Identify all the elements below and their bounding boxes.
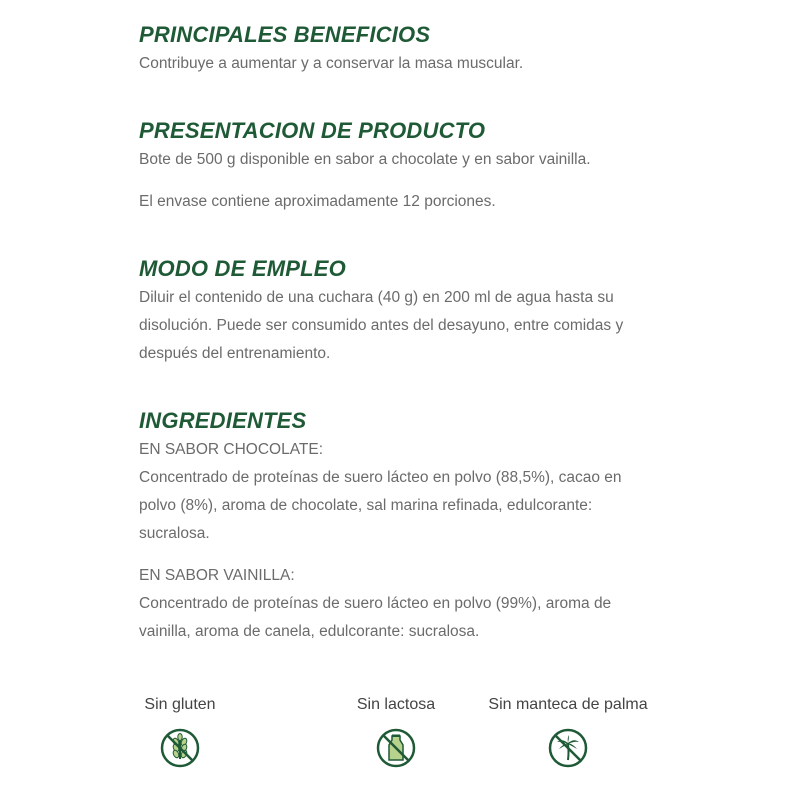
chocolate-line-2: polvo (8%), aroma de chocolate, sal marina refinada, edulcorante:	[139, 497, 593, 514]
chocolate-line-1: Concentrado de proteínas de suero lácteo en polvo (88,5%), cacao en	[139, 469, 622, 486]
usage-line-1: Diluir el contenido de una cuchara (40 g) en 200 ml de agua hasta su	[139, 289, 614, 306]
product-info	[139, 20, 679, 672]
usage-heading: MODO DE EMPLEO	[139, 256, 346, 281]
badge-label: Sin lactosa	[356, 696, 436, 713]
vanilla-heading: EN SABOR VAINILLA:	[139, 567, 295, 584]
badge-label: Sin manteca de palma	[488, 696, 648, 713]
presentation-heading: PRESENTACION DE PRODUCTO	[139, 118, 486, 143]
no-gluten-icon	[160, 728, 200, 768]
badge-no-gluten	[130, 692, 230, 768]
section-presentation	[139, 116, 679, 216]
badge-no-palm-oil	[468, 692, 668, 768]
no-palm-oil-icon	[548, 728, 588, 768]
badge-label: Sin gluten	[144, 696, 216, 713]
ingredients-heading: INGREDIENTES	[139, 408, 307, 433]
presentation-text-2: El envase contiene aproximadamente 12 porciones.	[139, 193, 496, 210]
usage-line-3: después del entrenamiento.	[139, 345, 331, 362]
badges-row	[140, 692, 680, 782]
chocolate-line-3: sucralosa.	[139, 525, 210, 542]
section-ingredients	[139, 406, 679, 646]
section-benefits	[139, 20, 679, 78]
vanilla-line-1: Concentrado de proteínas de suero lácteo en polvo (99%), aroma de	[139, 595, 612, 612]
benefits-text: Contribuye a aumentar y a conservar la masa muscular.	[139, 55, 524, 72]
vanilla-line-2: vainilla, aroma de canela, edulcorante: sucralosa.	[139, 623, 480, 640]
no-lactose-icon	[376, 728, 416, 768]
benefits-heading: PRINCIPALES BENEFICIOS	[139, 22, 431, 47]
presentation-text-1: Bote de 500 g disponible en sabor a chocolate y en sabor vainilla.	[139, 151, 591, 168]
section-usage	[139, 254, 679, 368]
badge-no-lactose	[346, 692, 446, 768]
usage-line-2: disolución. Puede ser consumido antes del desayuno, entre comidas y	[139, 317, 624, 334]
chocolate-heading: EN SABOR CHOCOLATE:	[139, 441, 324, 458]
